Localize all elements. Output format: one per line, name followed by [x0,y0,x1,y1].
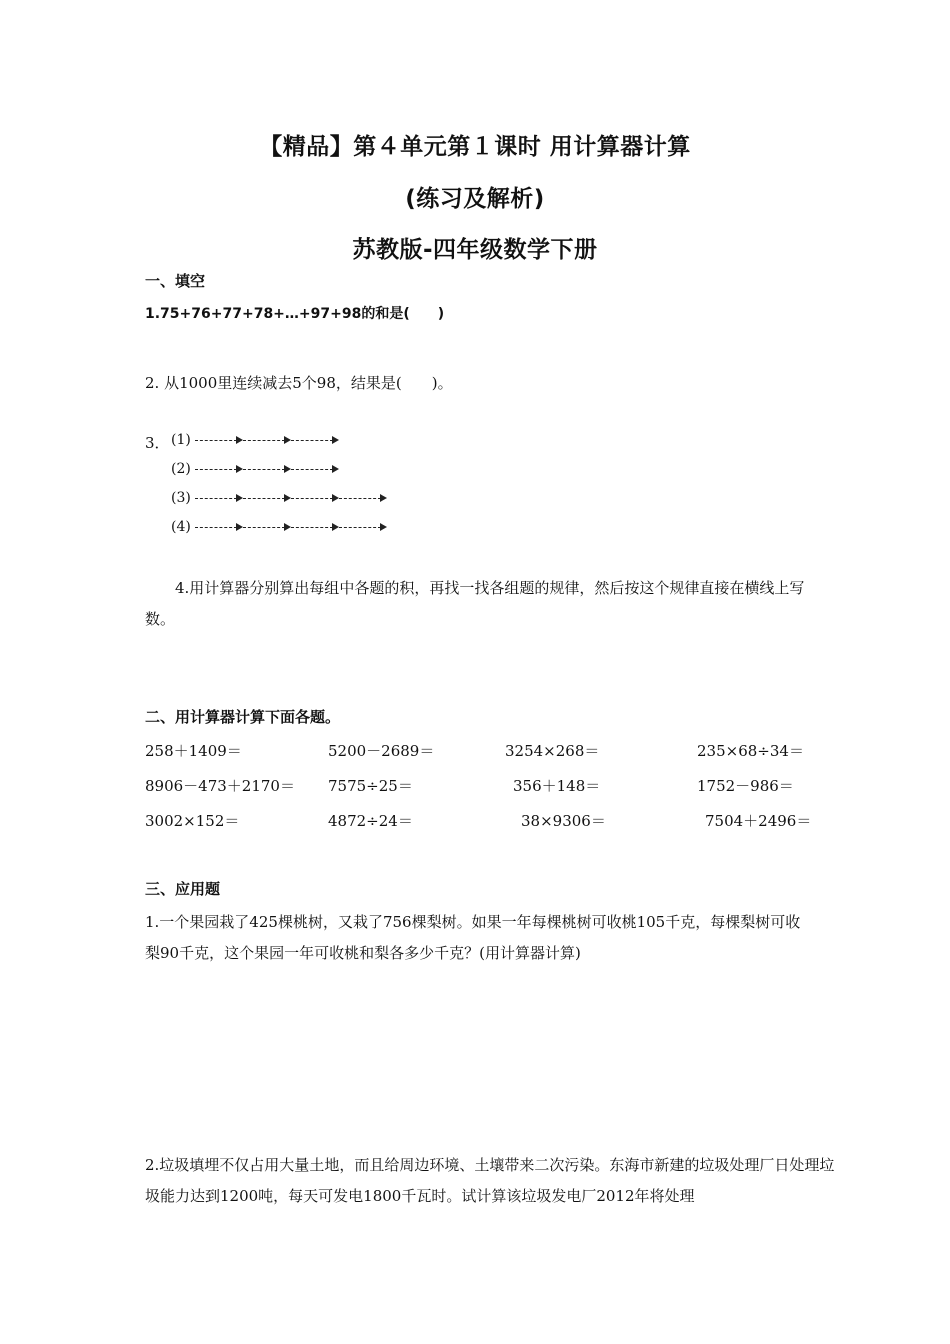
arrow-row [171,461,339,477]
arrow-row-number: (3) [171,490,191,506]
section3-heading: 三、应用题 [145,880,221,898]
calculation-item: 1752－986＝ [697,777,794,795]
calculation-item: 5200－2689＝ [328,742,435,760]
calculation-item: 3002×152＝ [145,812,240,830]
question-3-label: 3． [145,434,170,452]
dashed-arrow-icon [195,521,243,533]
calculation-item: 235×68÷34＝ [697,742,804,760]
dashed-arrow-icon [291,492,339,504]
section2-heading [145,706,340,727]
question-1: 1.75+76+77+78+…+97+98的和是( ) [145,306,445,322]
dashed-arrow-icon [195,434,243,446]
doc-title: 【精品】第４单元第１课时 用计算器计算 [259,134,691,160]
arrow-row-number: (2) [171,461,191,477]
arrow-row [171,519,387,535]
dashed-arrow-icon [339,521,387,533]
application-question-1: 1.一个果园栽了425棵桃树，又栽了756棵梨树。如果一年每棵桃树可收桃105千克，每棵梨树可收梨90千克，这个果园一年可收桃和梨各多少千克？(用计算器计算) [145,913,801,962]
doc-subtitle: (练习及解析) [405,186,545,212]
arrow-row [171,432,339,448]
application-question-2: 2.垃圾填埋不仅占用大量土地，而且给周边环境、土壤带来二次污染。东海市新建的垃圾处理厂日处理垃圾能力达到1200吨，每天可发电1800千瓦时。试计算该垃圾发电厂2012年将处理 [145,1156,835,1205]
question-4: 4.用计算器分别算出每组中各题的积，再找一找各组题的规律，然后按这个规律直接在横线上写数。 [145,579,805,628]
dashed-arrow-icon [291,434,339,446]
calculation-item: 7575÷25＝ [328,777,413,795]
dashed-arrow-icon [339,492,387,504]
calculation-item: 258＋1409＝ [145,742,242,760]
dashed-arrow-icon [243,492,291,504]
calculation-item: 356＋148＝ [513,777,601,795]
dashed-arrow-icon [195,492,243,504]
arrow-row [171,490,387,506]
arrow-row-number: (4) [171,519,191,535]
dashed-arrow-icon [195,463,243,475]
section2-heading-text: 二、用计算器计算下面各题。 [145,708,341,726]
section1-heading: 一、填空 [145,272,206,290]
calculation-item: 4872÷24＝ [328,812,413,830]
dashed-arrow-icon [243,521,291,533]
arrow-row-number: (1) [171,432,191,448]
calculation-item: 3254×268＝ [505,742,600,760]
dashed-arrow-icon [243,463,291,475]
dashed-arrow-icon [243,434,291,446]
calculation-item: 7504＋2496＝ [705,812,812,830]
question-2: 2. 从1000里连续减去5个98，结果是( )。 [145,374,453,392]
calculation-item: 8906－473＋2170＝ [145,777,295,795]
doc-edition: 苏教版-四年级数学下册 [352,237,598,263]
calculation-item: 38×9306＝ [521,812,606,830]
dashed-arrow-icon [291,521,339,533]
dashed-arrow-icon [291,463,339,475]
